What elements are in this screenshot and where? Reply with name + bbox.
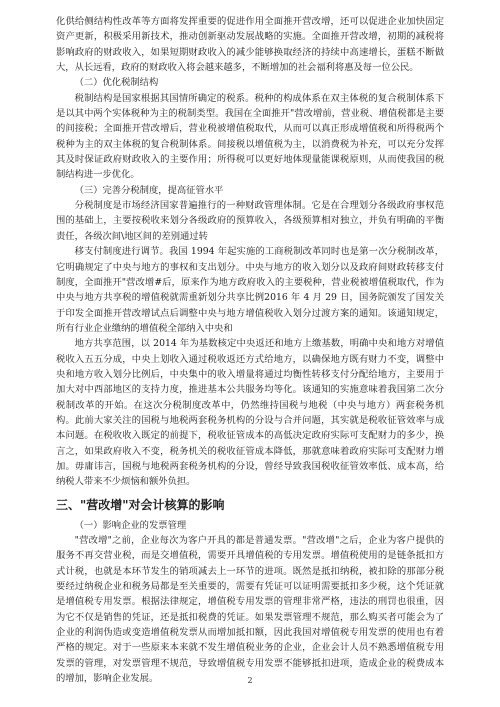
paragraph: 化供给侧结构性改革等方面将发挥重要的促进作用全面推开营改增，还可以促进企业加快固定资产更新，积极采用新技术，推动创新驱动发展战略的实施。全面推开营改增，初期的减税将影响政府的财政收入，如果短期财政收入的减少能够换取经济的持续中高速增长，蛋糕不断做大，从长远看，政府的财政收入将会越来越多，不断增加的社会福利将惠及每一位公民。 [56,16,444,74]
page-number: 2 [247,676,253,685]
subsection-heading: （一）影响企业的发票管理 [74,519,187,531]
subsection-heading: （二）优化税制结构 [74,77,159,89]
paragraph: 分税制度是市场经济国家普遍推行的一种财政管理体制。它是在合理划分各级政府事权范围的基础上，主要按税收来划分各级政府的预算收入，各级预算相对独立，并负有明确的平衡责任，各级次间\地区间的差别通过转 [56,200,444,242]
paragraph: 地方共享范围，以 2014 年为基数核定中央返还和地方上缴基数，明确中央和地方对增值税收入五五分成，中央上划收入通过税收返还方式给地方，以确保地方既有财力不变，调整中央和地方收入划分比例后，中央集中的收入增量将通过均衡性转移支付分配给地方，主要用于加大对中西部地区的支持力度，推进基本公共服务均等化。该通知的实施意味着我国第二次分税制改革的开始。在这次分税制度改革中，仍然维持国税与地税（中央与地方）两套税务机构。此前大家关注的国税与地税两套税务机构的分设与合并问题，其实就是税收征管效率与成本问题。在税收收入既定的前提下，税收征管成本的高低决定政府实际可支配财力的多少，换言之，如果政府收入不变，税务机关的税收征管成本降低，那就意味着政府实际可支配财力增加。毋庸讳言，国税与地税两套税务机构的分设，曾经导致我国税收征管效率低、成本高，给纳税人带来不少烦恼和额外负担。 [56,338,444,488]
section-heading: 三、"营改增"对会计核算的影响 [56,497,225,512]
paragraph: "营改增"之前，企业每次为客户开具的都是普通发票。"营改增"之后，企业为客户提供的服务不再交营业税，而是交增值税，需要开具增值税的专用发票。增值税使用的是链条抵扣方式计税，也就是本环节发生的销项减去上一环节的进项。既然是抵扣纳税，被扣除的那部分税要经过纳税企业和税务局都是至关重要的，需要有凭证可以证明需要抵扣多少税，这个凭证就是增值税专用发票。根据法律规定，增值税专用发票的管理非常严格，违法的刑罚也很重，因为它不仅是销售的凭证，还是抵扣税费的凭证。如果发票管理不规范，那么购买者可能会为了企业的利润伪造或变造增值税发票从而增加抵扣额，因此我国对增值税专用发票的使用也有着严格的规定。对于一些原来本来就不发生增值税业务的企业，企业会计人员不熟悉增值税专用发票的管理，对发票管理不规范，导致增值税专用发票不能够抵扣进项，造成企业的税费成本的增加，影响企业发展。 [56,535,444,685]
subsection-heading: （三）完善分税制度，提高征管水平 [74,184,224,196]
paragraph: 移支付制度进行调节。我国 1994 年起实施的工商税制改革同时也是第一次分税制改革，它明确规定了中央与地方的事权和支出划分。中央与地方的收入划分以及政府间财政转移支付制度，全面推开"营改增#后，原来作为地方政府收入的主要税种，营业税被增值税取代，作为中央与地方共享税的增值税就需重新划分共享比例2016 年 4 月 29 日，国务院颁发了国发关于印发全面推开营改增试点后调整中央与地方增值税收入划分过渡方案的通知。该通知规定，所有行业企业缴纳的增值税全部纳入中央和 [56,246,444,334]
paragraph: 税制结构是国家根据其国情所确定的税系。税种的构成体系在双主体税的复合税制体系下是以其中两个实体税种为主的税制类型。我国在全面推开"营改增前，营业税、增值税都是主要的间接税；全面推开营改增后，营业税被增值税取代，从而可以真正形成增值税和所得税两个税种为主的双主体税的复合税制体系。间接税以增值税为主，以消费税为补充，可以充分发挥其及时保证政府财政收入的主要作用；所得税可以更好地体现量能课税原则，从而使我国的税制结构进一步优化。 [56,92,444,181]
